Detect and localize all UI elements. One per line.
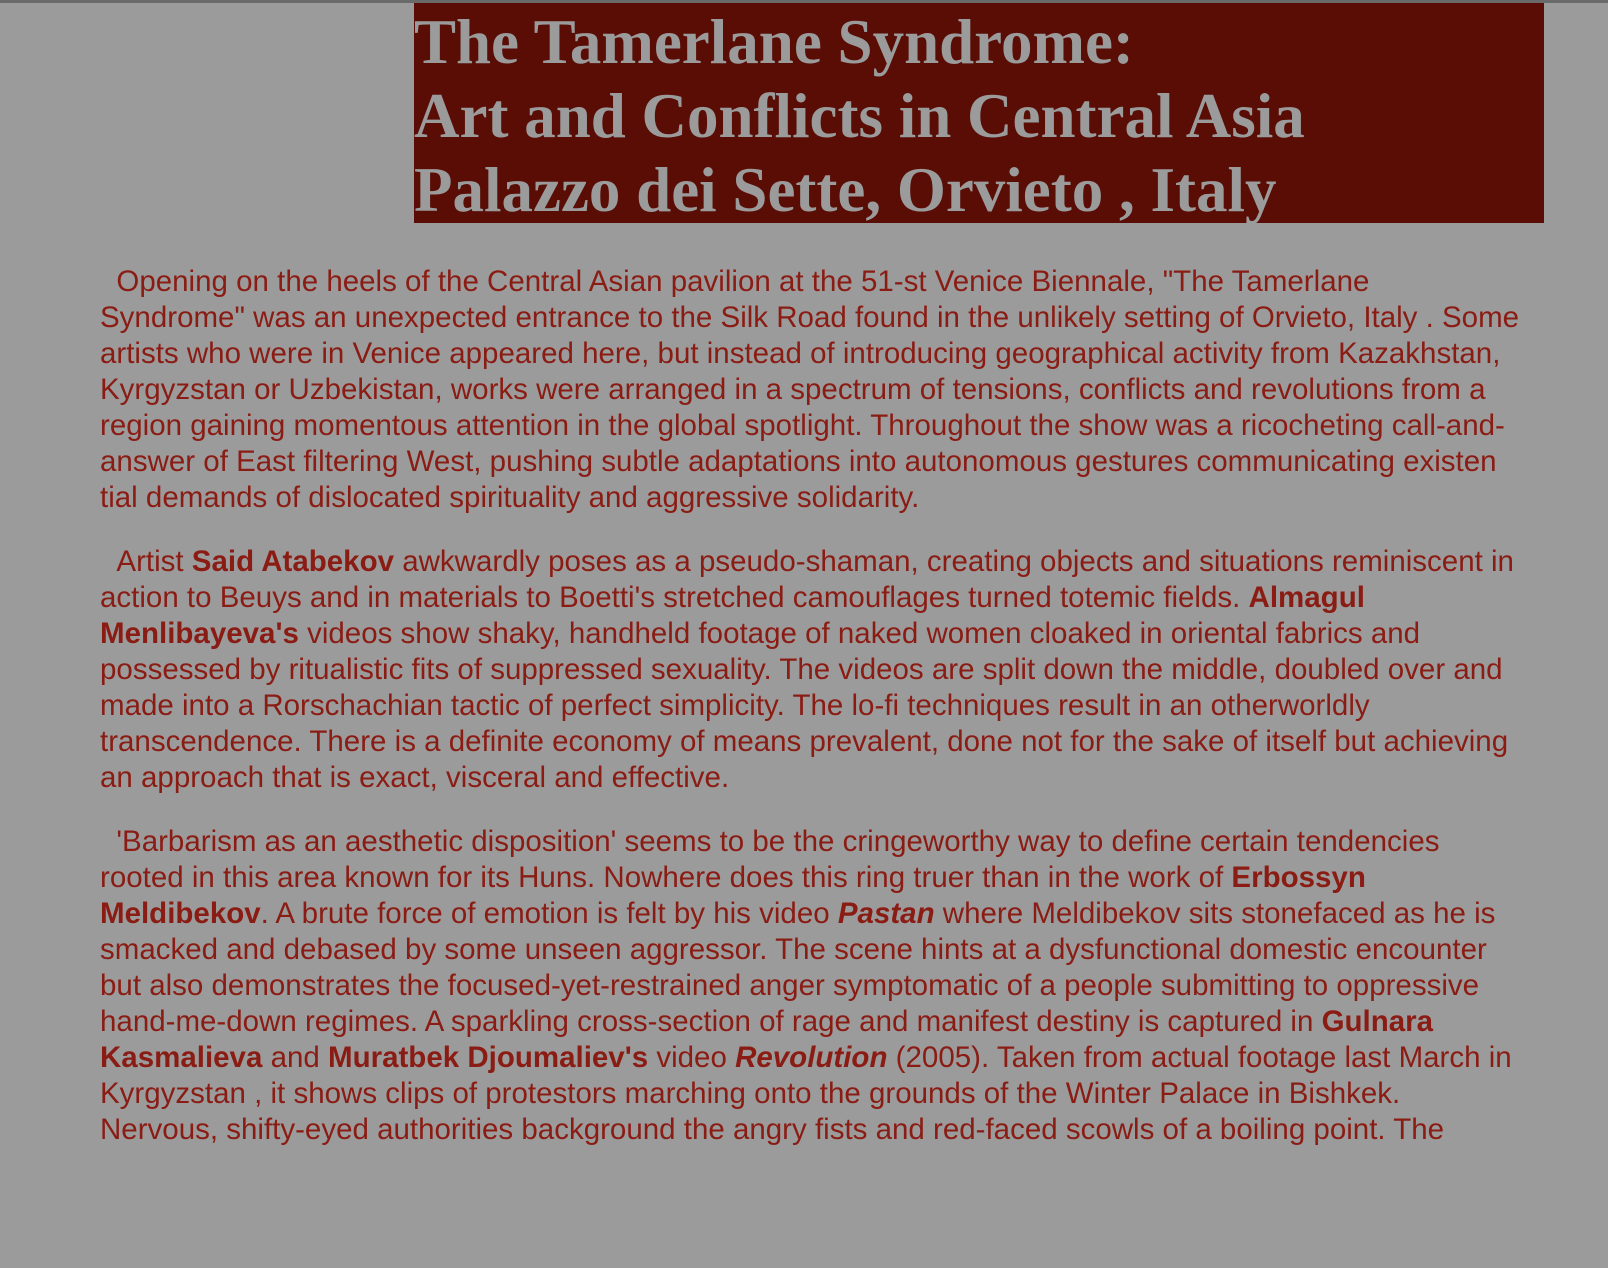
artist-name-almagul-menlibayeva: Almagul Menlibayeva's [100, 581, 1365, 650]
text-run: Artist [100, 545, 192, 578]
text-run: video [648, 1041, 736, 1074]
artist-name-muratbek-djoumaliev: Muratbek Djoumaliev's [328, 1041, 649, 1074]
text-run: and [262, 1041, 328, 1074]
text-run: 'Barbarism as an aesthetic disposition' seems to be the cringeworthy way to define certain tendencies rooted in this area known for its Huns. Nowhere does this ring truer than in the work of [100, 825, 1440, 894]
text-run: . A brute force of emotion is felt by his video [260, 897, 838, 930]
title-line-3: Palazzo dei Sette, Orvieto , Italy [414, 155, 1277, 225]
artist-name-erbossyn-meldibekov: Erbossyn Meldibekov [100, 861, 1366, 930]
title-banner [414, 3, 1544, 223]
paragraph-artists-1 [100, 544, 1520, 796]
text-run: where Meldibekov sits stonefaced as he is smacked and debased by some unseen aggressor. The scene hints at a dysfunctional domestic encounter but also demonstrates the focused-yet-restrained anger symptomatic of a people submitting to oppressive hand-me-down regimes. A sparkling cross-section of rage and manifest destiny is captured in [100, 897, 1496, 1038]
paragraph-artists-2 [100, 824, 1520, 1148]
text-run: (2005). Taken from actual footage last March in Kyrgyzstan , it shows clips of protestors marching onto the grounds of the Winter Palace in Bishkek. Nervous, shifty-eyed authorities background the angry fists and red-faced scowls of a boiling point. The [100, 1041, 1512, 1146]
artist-name-said-atabekov: Said Atabekov [191, 545, 394, 578]
work-title-pastan: Pastan [837, 897, 935, 930]
title-line-2: Art and Conflicts in Central Asia [414, 81, 1305, 151]
text-run: videos show shaky, handheld footage of naked women cloaked in oriental fabrics and possessed by ritualistic fits of suppressed sexuality. The videos are split down the middle, doubled over and made into a Rorschachian tactic of perfect simplicity. The lo-fi techniques result in an otherworldly transcendence. There is a definite economy of means prevalent, done not for the sake of itself but achieving an approach that is exact, visceral and effective. [100, 617, 1509, 794]
title-line-1: The Tamerlane Syndrome: [414, 7, 1134, 77]
article-body [100, 264, 1520, 1176]
work-title-revolution: Revolution [735, 1041, 888, 1074]
paragraph-intro [100, 264, 1520, 516]
text-run: awkwardly poses as a pseudo-shaman, creating objects and situations reminiscent in action to Beuys and in materials to Boetti's stretched camouflages turned totemic fields. [100, 545, 1514, 614]
artist-name-gulnara-kasmalieva: Gulnara Kasmalieva [100, 1005, 1434, 1074]
paragraph-intro-text: Opening on the heels of the Central Asian pavilion at the 51-st Venice Biennale, "The Tamerlane Syndrome" was an unexpected entrance to the Silk Road found in the unlikely setting of Orvieto, Italy . Some artists who were in Venice appeared here, but instead of introducing geographical activity from Kazakhstan, Kyrgyzstan or Uzbekistan, works were arranged in a spectrum of tensions, conflicts and revolutions from a region gaining momentous attention in the global spotlight. Throughout the show was a ricocheting call-and-answer of East filtering West, pushing subtle adaptations into autonomous gestures communicating existen tial demands of dislocated spirituality and aggressive solidarity. [100, 265, 1520, 514]
